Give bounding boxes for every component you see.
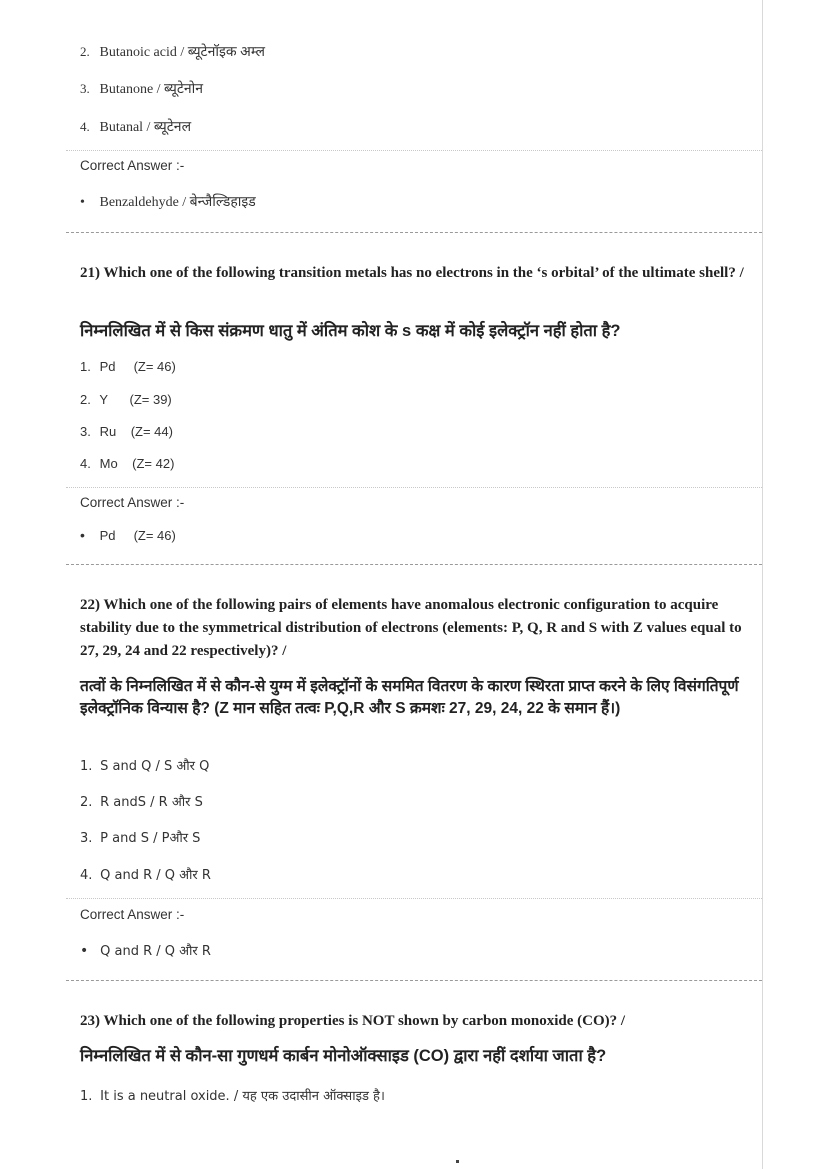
- q21-question-english: 21) Which one of the following transition metals has no electrons in the ‘s orbital’ of the ultimate shell? /: [80, 265, 744, 281]
- q23-question-hindi: निम्नलिखित में से कौन-सा गुणधर्म कार्बन मोनोऑक्साइड (CO) द्वारा नहीं दर्शाया जाता है?: [80, 1047, 607, 1065]
- q22-option-3: 3. P and S / Pऔर S: [80, 831, 201, 846]
- q21-correct-answer-label: Correct Answer :-: [80, 495, 185, 510]
- q20-correct-answer: • Benzaldehyde / बेन्जैल्डिहाइड: [80, 195, 256, 210]
- q22-option-4: 4. Q and R / Q और R: [80, 868, 211, 883]
- q23-option-1: 1. It is a neutral oxide. / यह एक उदासीन ऑक्साइड है।: [80, 1089, 385, 1104]
- divider: [66, 150, 762, 151]
- q21-option-1: 1. Pd (Z= 46): [80, 359, 176, 374]
- question-divider: [66, 564, 762, 565]
- q20-option-2: 2. Butanoic acid / ब्यूटेनॉइक अम्ल: [80, 44, 265, 60]
- question-paper-frame: [66, 0, 763, 1169]
- q20-option-3: 3. Butanone / ब्यूटेनोन: [80, 81, 204, 97]
- question-number: 23): [80, 1013, 100, 1029]
- q22-option-1: 1. S and Q / S और Q: [80, 759, 210, 774]
- q22-question-hindi: तत्वों के निम्नलिखित में से कौन-से युग्म में इलेक्ट्रॉनों के सममित वितरण के कारण स्थिरता प्राप्त करने के लिए विसंगतिपूर्ण इलेक्ट्रॉनिक विन्यास है? (Z मान सहित तत्वः P,Q,R और S क्रमशः 27, 29, 24, 22 के समान हैं।): [80, 678, 739, 717]
- q20-option-4: 4. Butanal / ब्यूटेनल: [80, 119, 192, 135]
- q23-question-english: 23) Which one of the following properties is NOT shown by carbon monoxide (CO)? /: [80, 1013, 626, 1029]
- question-divider: [66, 980, 762, 981]
- bullet-icon: •: [80, 943, 89, 959]
- option-text: Butanal / ब्यूटेनल: [99, 120, 192, 135]
- question-divider: [66, 232, 762, 233]
- page-marker: [456, 1160, 459, 1163]
- option-text: Butanone / ब्यूटेनोन: [99, 82, 204, 97]
- q21-option-3: 3. Ru (Z= 44): [80, 424, 173, 439]
- q20-correct-answer-label: Correct Answer :-: [80, 158, 185, 173]
- q22-option-2: 2. R andS / R और S: [80, 795, 203, 810]
- q22-correct-answer: • Q and R / Q और R: [80, 943, 211, 959]
- q21-option-4: 4. Mo (Z= 42): [80, 456, 175, 471]
- q22-correct-answer-label: Correct Answer :-: [80, 907, 185, 922]
- q21-question-hindi: निम्नलिखित में से किस संक्रमण धातु में अंतिम कोश के s कक्ष में कोई इलेक्ट्रॉन नहीं होता है?: [80, 322, 621, 340]
- divider: [66, 898, 762, 899]
- q21-correct-answer: • Pd (Z= 46): [80, 527, 176, 543]
- bullet-icon: •: [80, 195, 85, 210]
- bullet-icon: •: [80, 527, 85, 543]
- divider: [66, 487, 762, 488]
- q21-option-2: 2. Y (Z= 39): [80, 392, 172, 407]
- q22-question-english: 22) Which one of the following pairs of elements have anomalous electronic configuration to acquire stability due to the symmetrical distribution of electrons (elements: P, Q, R and S with Z values equal to 27, 29, 24 and 22 respectively)? /: [80, 597, 742, 659]
- option-text: Butanoic acid / ब्यूटेनॉइक अम्ल: [99, 45, 265, 60]
- question-number: 22): [80, 597, 100, 613]
- question-number: 21): [80, 265, 100, 281]
